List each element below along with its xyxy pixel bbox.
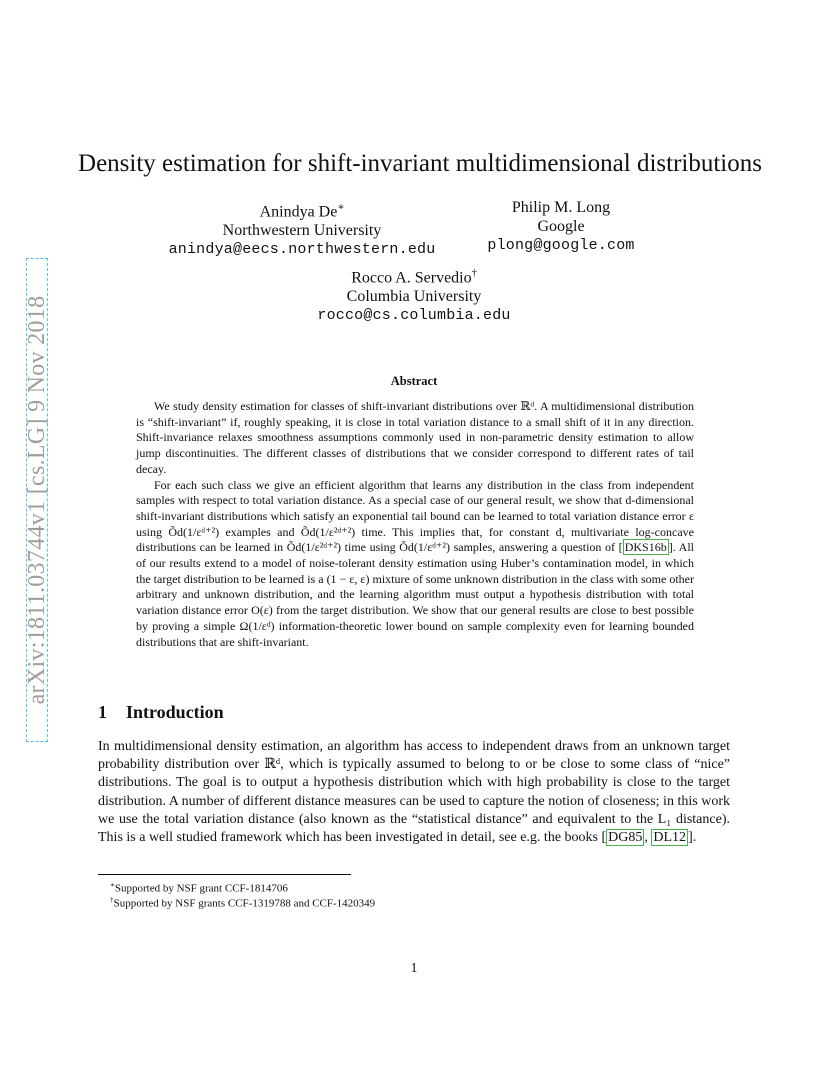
intro-text: In multidimensional density estimation, an algorithm has access to independent draws from an unknown target probability distribution over ℝᵈ, which is typically assumed to belong to or be close to some class of “nice” distributions. The goal is to output a hypothesis distribution which with high probability is close to the target distribution. A number of different distance measures can be used to capture the notion of closeness; in this work we use the total variation distance (also known as the “statistical distance” and equivalent to the L₁ distance). This is a well studied framework which has been investigated in detail, see e.g. the books [ bbox=[98, 739, 730, 846]
author-name: Rocco A. Servedio bbox=[351, 269, 472, 287]
footnote-mark: † bbox=[471, 268, 477, 279]
abstract-text: For each such class we give an efficient algorithm that learns any distribution in the class from independent samples with respect to total variation distance. As a special case of our general result, we show that d-dimensional shift-invariant distributions which satisfy an exponential tail bound can be learned to total variation distance error ε using Õd(1/εᵈ⁺²) examples and Õd(1/ε²ᵈ⁺²) time. This implies that, for constant d, multivariate log-concave distributions can be learned in Õd(1/ε²ᵈ⁺²) time using Õd(1/εᵈ⁺²) samples, answering a question of [ bbox=[136, 477, 694, 555]
author-affiliation: Google bbox=[537, 218, 585, 235]
page-number: 1 bbox=[410, 961, 418, 976]
footnote-mark: ∗ bbox=[337, 202, 345, 213]
section-heading bbox=[98, 702, 224, 723]
abstract-paragraph-1: We study density estimation for classes of shift-invariant distributions over ℝᵈ. A multidimensional distribution is “shift-invariant” if, roughly speaking, it is close in total variation distance to a small shift of it in any direction. Shift-invariance relaxes smoothness assumptions commonly used in non-parametric density estimation to allow jump discontinuities. The different classes of distributions that we consider correspond to different rates of tail decay. bbox=[136, 399, 694, 476]
arxiv-stamp[interactable] bbox=[10, 258, 66, 742]
footnote-text: Supported by NSF grant CCF-1814706 bbox=[114, 882, 288, 895]
author-affiliation: Northwestern University bbox=[222, 222, 382, 240]
citation-link[interactable]: DG85 bbox=[608, 830, 643, 846]
author-email[interactable]: rocco@cs.columbia.edu bbox=[317, 307, 511, 325]
author-name: Philip M. Long bbox=[511, 199, 611, 216]
abstract-text: ]. All of our results extend to a model of noise-tolerant density estimation using Huber’s contamination model, in which the target distribution to be learned is a (1 − ε, ε) mixture of some unknown distribution in the class with some other arbitrary and unknown distribution, and the learning algorithm must output a hypothesis distribution with total variation distance error O(ε) from the target distribution. We show that our general results are close to best possible by proving a simple Ω(1/εᵈ) information-theoretic lower bound on sample complexity even for learning bounded distributions that are shift-invariant. bbox=[136, 540, 694, 649]
footnote-rule bbox=[98, 874, 351, 875]
author-block-2 bbox=[472, 198, 650, 255]
citation-link[interactable]: DL12 bbox=[653, 830, 687, 846]
citation-link[interactable]: DKS16b bbox=[624, 540, 667, 555]
arxiv-stamp-text: arXiv:1811.03744v1 [cs.LG] 9 Nov 2018 bbox=[24, 295, 50, 705]
author-block-3 bbox=[284, 264, 544, 325]
author-email[interactable]: plong@google.com bbox=[487, 237, 635, 254]
citation-separator: , bbox=[644, 830, 652, 846]
section-title: Introduction bbox=[126, 702, 224, 722]
paper-title: Density estimation for shift-invariant multidimensional distributions bbox=[78, 150, 762, 177]
abstract-body bbox=[136, 399, 694, 650]
footnote-text: Supported by NSF grants CCF-1319788 and CCF-1420349 bbox=[113, 897, 376, 910]
section-number: 1 bbox=[98, 702, 107, 722]
abstract-heading: Abstract bbox=[390, 374, 438, 388]
footnote-mark: ∗ bbox=[110, 881, 115, 889]
author-affiliation: Columbia University bbox=[346, 288, 482, 306]
intro-paragraph bbox=[98, 738, 730, 847]
footnote-2 bbox=[110, 893, 375, 911]
author-block-1 bbox=[158, 198, 446, 259]
author-name: Anindya De bbox=[259, 203, 338, 221]
intro-text: ]. bbox=[688, 830, 697, 846]
footnote-mark: † bbox=[110, 896, 114, 904]
author-email[interactable]: anindya@eecs.northwestern.edu bbox=[168, 241, 436, 259]
abstract-paragraph-2 bbox=[136, 478, 694, 651]
